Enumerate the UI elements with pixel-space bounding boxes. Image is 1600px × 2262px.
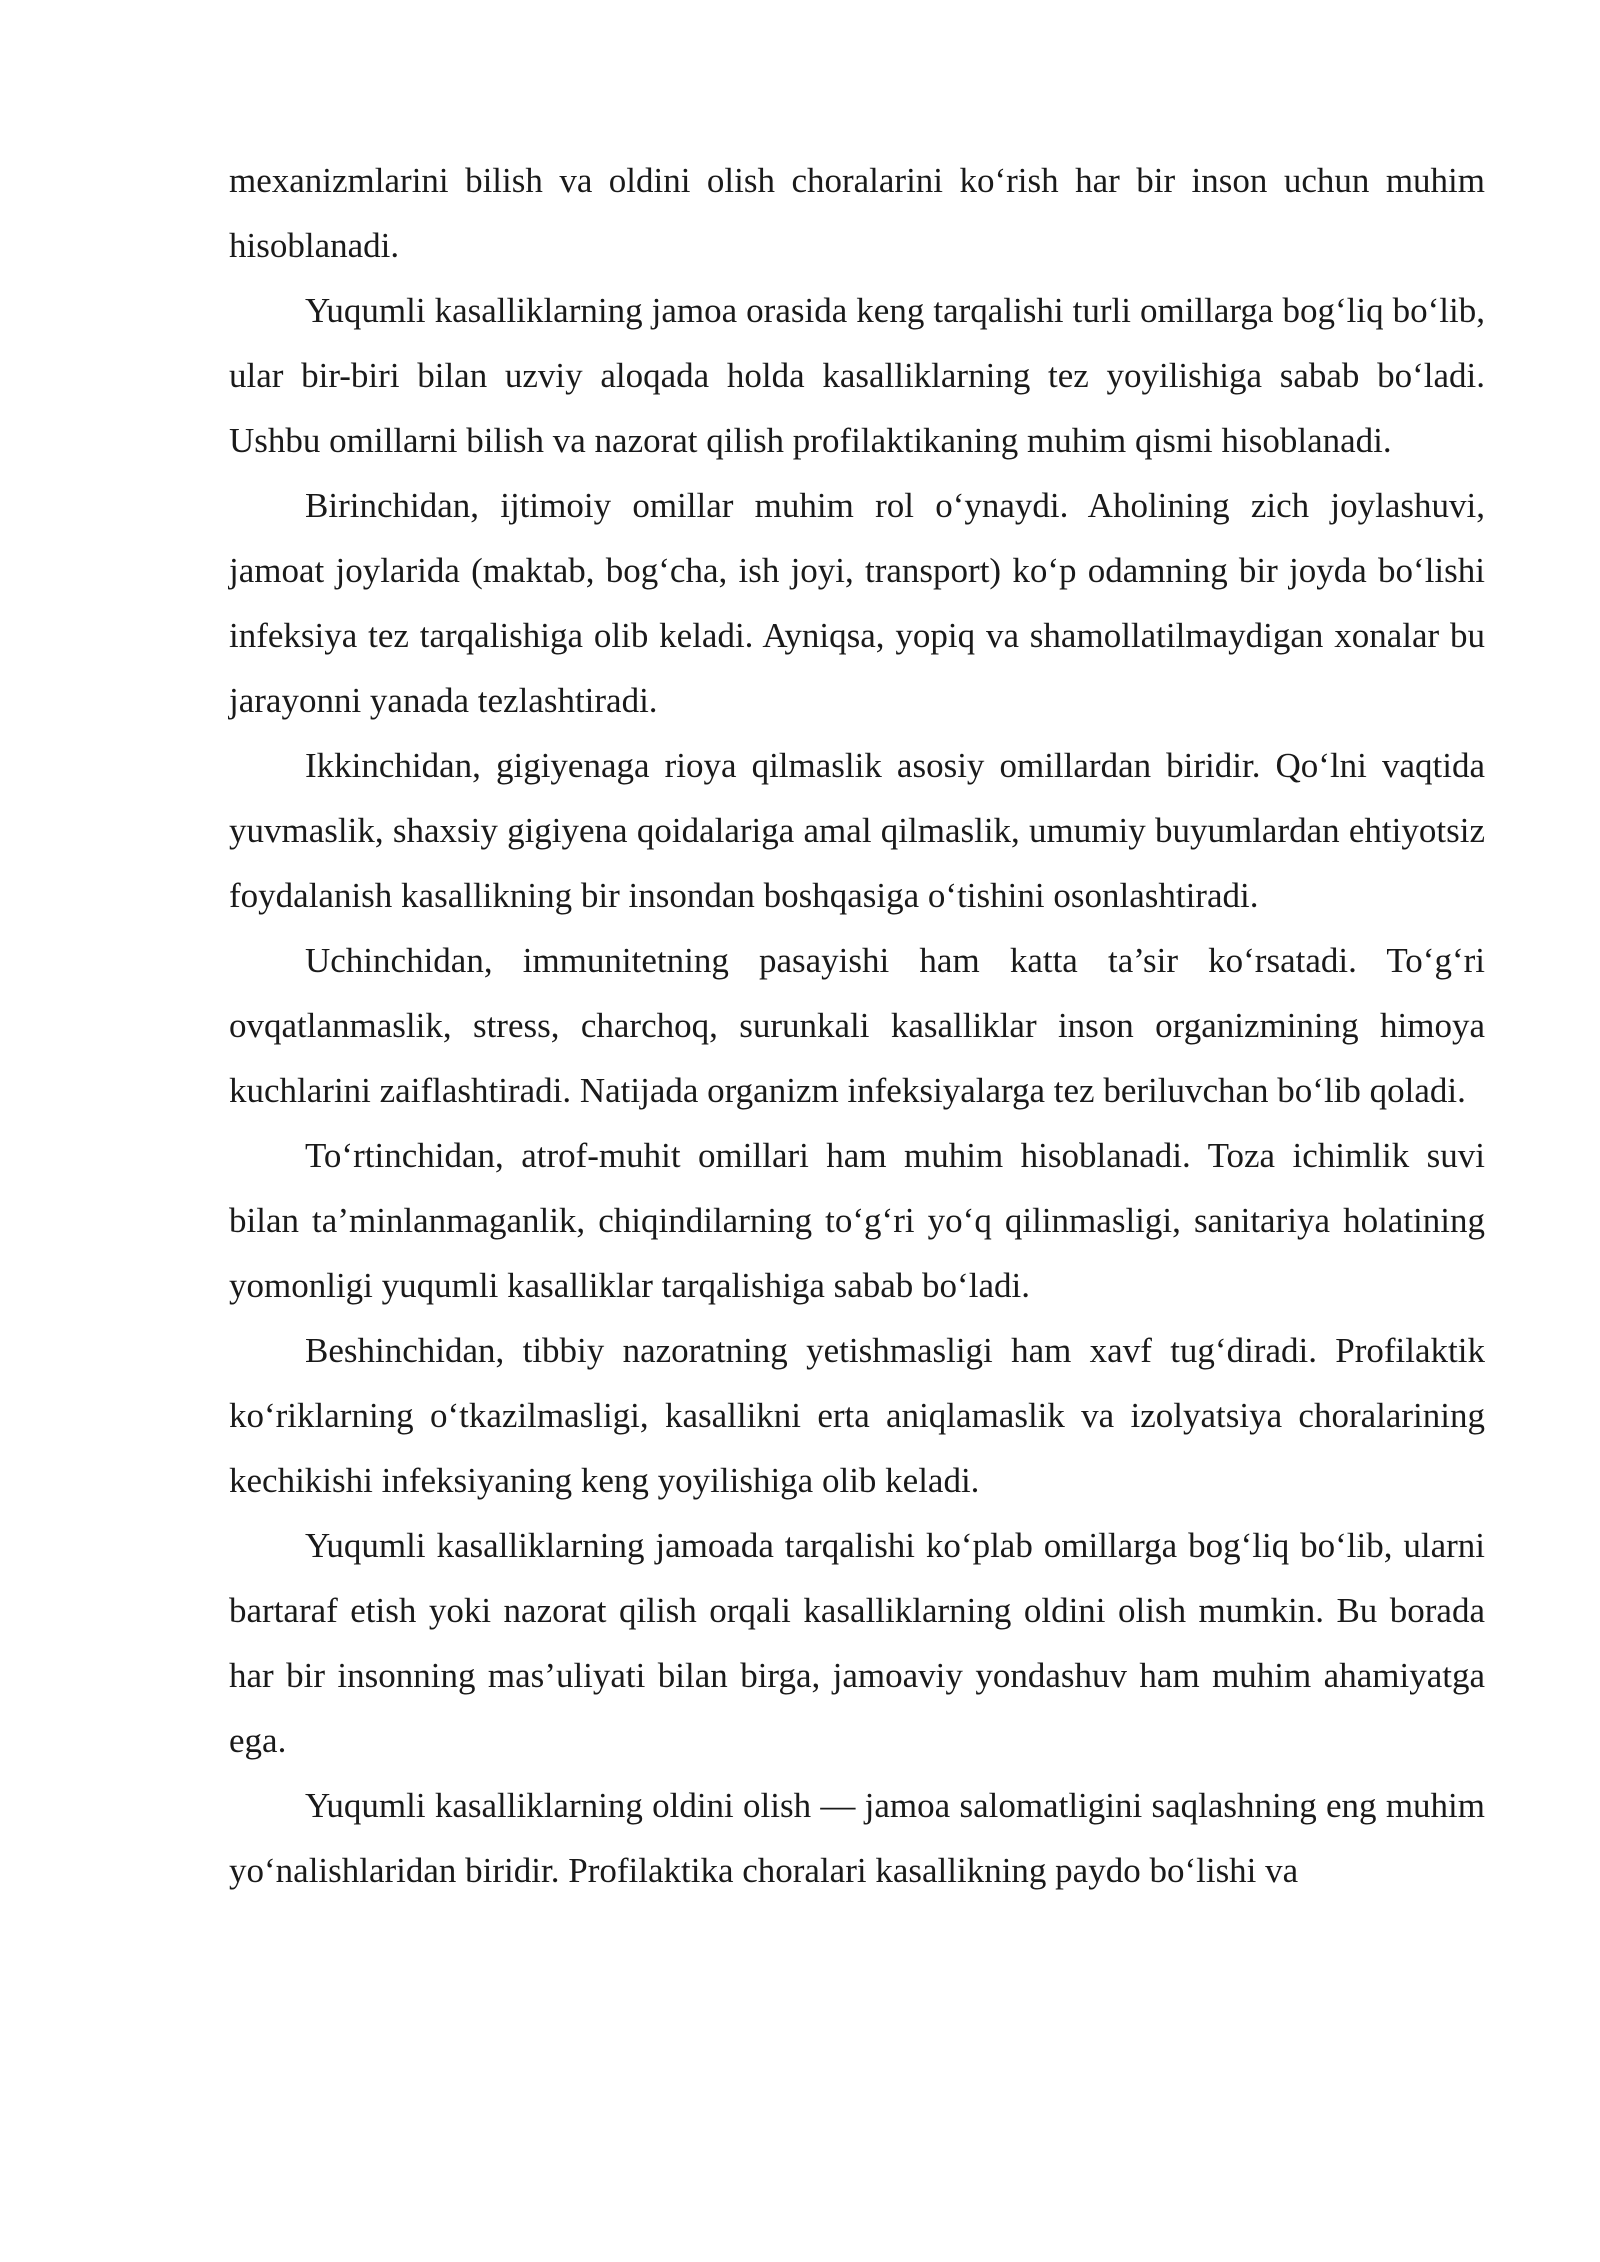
paragraph-5: Uchinchidan, immunitetning pasayishi ham katta ta’sir ko‘rsatadi. To‘g‘ri ovqatlanmaslik, stress, charchoq, surunkali kasalliklar inson organizmining himoya kuchlarini zaiflashtiradi. Natijada organizm infeksiyalarga tez beriluvchan bo‘lib qoladi. bbox=[229, 941, 1485, 1110]
paragraph-7: Beshinchidan, tibbiy nazoratning yetishmasligi ham xavf tug‘diradi. Profilaktik ko‘riklarning o‘tkazilmasligi, kasallikni erta aniqlamaslik va izolyatsiya choralarining kechikishi infeksiyaning keng yoyilishiga olib keladi. bbox=[229, 1331, 1485, 1500]
paragraph-3: Birinchidan, ijtimoiy omillar muhim rol o‘ynaydi. Aholining zich joylashuvi, jamoat joylarida (maktab, bog‘cha, ish joyi, transport) ko‘p odamning bir joyda bo‘lishi infeksiya tez tarqalishiga olib keladi. Ayniqsa, yopiq va shamollatilmaydigan xonalar bu jarayonni yanada tezlashtiradi. bbox=[229, 486, 1485, 720]
paragraph-2: Yuqumli kasalliklarning jamoa orasida keng tarqalishi turli omillarga bog‘liq bo‘lib, ular bir-biri bilan uzviy aloqada holda kasalliklarning tez yoyilishiga sabab bo‘ladi. Ushbu omillarni bilish va nazorat qilish profilaktikaning muhim qismi hisoblanadi. bbox=[229, 291, 1485, 460]
paragraph-6: To‘rtinchidan, atrof-muhit omillari ham muhim hisoblanadi. Toza ichimlik suvi bilan ta’minlanmaganlik, chiqindilarning to‘g‘ri yo‘q qilinmasligi, sanitariya holatining yomonligi yuqumli kasalliklar tarqalishiga sabab bo‘ladi. bbox=[229, 1136, 1485, 1305]
paragraph-9: Yuqumli kasalliklarning oldini olish — jamoa salomatligini saqlashning eng muhim yo‘nalishlaridan biridir. Profilaktika choralari kasallikning paydo bo‘lishi va bbox=[229, 1786, 1485, 1890]
body-text bbox=[229, 148, 1485, 1903]
paragraph-1: mexanizmlarini bilish va oldini olish choralarini ko‘rish har bir inson uchun muhim hisoblanadi. bbox=[229, 161, 1485, 265]
paragraph-8: Yuqumli kasalliklarning jamoada tarqalishi ko‘plab omillarga bog‘liq bo‘lib, ularni bartaraf etish yoki nazorat qilish orqali kasalliklarning oldini olish mumkin. Bu borada har bir insonning mas’uliyati bilan birga, jamoaviy yondashuv ham muhim ahamiyatga ega. bbox=[229, 1526, 1485, 1760]
paragraph-4: Ikkinchidan, gigiyenaga rioya qilmaslik asosiy omillardan biridir. Qo‘lni vaqtida yuvmaslik, shaxsiy gigiyena qoidalariga amal qilmaslik, umumiy buyumlardan ehtiyotsiz foydalanish kasallikning bir insondan boshqasiga o‘tishini osonlashtiradi. bbox=[229, 746, 1485, 915]
